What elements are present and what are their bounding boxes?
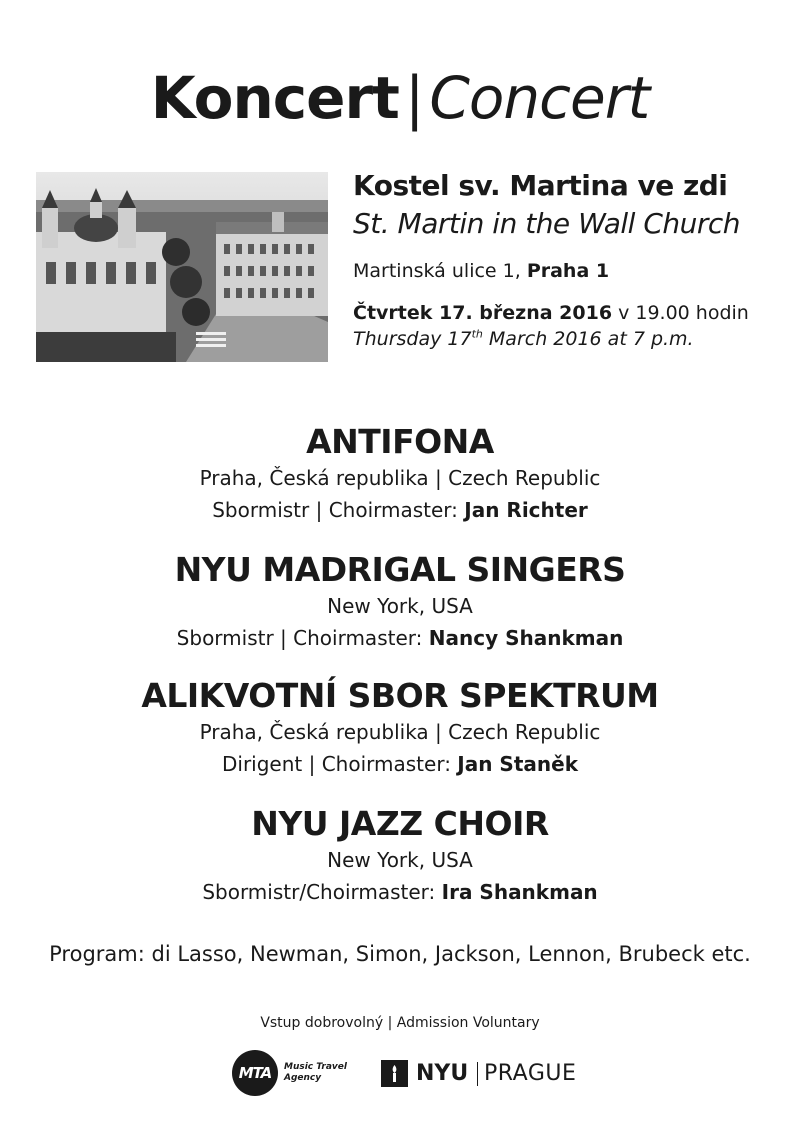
choir-leader-line — [0, 876, 800, 908]
date-czech — [353, 300, 783, 326]
mta-name-line1: Music Travel — [284, 1062, 347, 1072]
nyu-wordmark: NYU — [416, 1061, 469, 1086]
mta-logo — [232, 1050, 352, 1096]
choir-leader-line — [0, 494, 800, 526]
title-separator: | — [404, 64, 424, 132]
church-photo — [36, 172, 328, 362]
choir-leader-line — [0, 622, 800, 654]
nyu-divider — [477, 1062, 478, 1086]
date-english-day: Thursday 17 — [353, 328, 472, 350]
venue-name-czech: Kostel sv. Martina ve zdi — [353, 169, 728, 202]
choir-role: Dirigent | Choirmaster: — [222, 752, 458, 776]
mta-mark: MTA — [232, 1050, 278, 1096]
date-english-ordinal: th — [471, 327, 483, 341]
choir-block — [0, 422, 800, 526]
choir-role: Sbormistr | Choirmaster: — [176, 626, 429, 650]
mta-name — [284, 1062, 347, 1084]
date-english — [353, 326, 783, 352]
choir-name: ALIKVOTNÍ SBOR SPEKTRUM — [141, 676, 659, 715]
address-city: Praha 1 — [526, 260, 610, 282]
program-list: Program: di Lasso, Newman, Simon, Jackson, Lennon, Brubeck etc. — [49, 942, 751, 966]
choir-leader: Ira Shankman — [441, 880, 598, 904]
date-czech-day: Čtvrtek 17. března 2016 — [353, 302, 613, 324]
choir-name: NYU MADRIGAL SINGERS — [174, 550, 626, 589]
choir-role: Sbormistr | Choirmaster: — [212, 498, 465, 522]
nyu-location: PRAGUE — [484, 1061, 577, 1086]
admission-note: Vstup dobrovolný | Admission Voluntary — [260, 1015, 540, 1031]
choir-leader: Nancy Shankman — [428, 626, 624, 650]
title-english: Concert — [429, 64, 650, 132]
choir-place: Praha, Česká republika | Czech Republic — [199, 466, 601, 490]
choir-block — [0, 550, 800, 654]
choir-name: ANTIFONA — [306, 422, 494, 461]
choir-place: Praha, Česká republika | Czech Republic — [199, 720, 601, 744]
venue-info — [353, 166, 783, 352]
choir-leader-line — [0, 748, 800, 780]
choir-leader: Jan Staněk — [457, 752, 578, 776]
choir-name: NYU JAZZ CHOIR — [251, 804, 549, 843]
date-czech-time: v 19.00 hodin — [612, 302, 749, 324]
title-czech: Koncert — [150, 64, 399, 132]
nyu-torch-icon — [381, 1060, 408, 1087]
mta-name-line2: Agency — [284, 1073, 322, 1083]
choir-place: New York, USA — [327, 848, 473, 872]
address-street: Martinská ulice 1, — [353, 260, 527, 282]
choir-role: Sbormistr/Choirmaster: — [202, 880, 442, 904]
venue-address — [353, 258, 783, 284]
choir-block — [0, 676, 800, 780]
venue-name-english: St. Martin in the Wall Church — [353, 207, 741, 240]
choir-block — [0, 804, 800, 908]
date-english-rest: March 2016 at 7 p.m. — [482, 328, 694, 350]
page-title — [0, 62, 800, 134]
choir-place: New York, USA — [327, 594, 473, 618]
choir-leader: Jan Richter — [464, 498, 588, 522]
church-photo-icon — [36, 172, 328, 362]
